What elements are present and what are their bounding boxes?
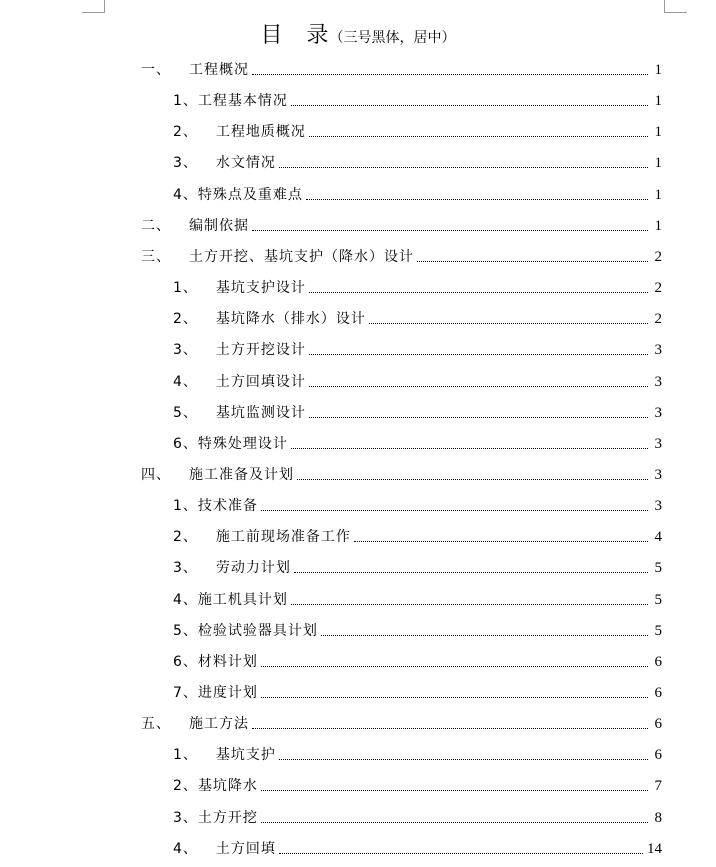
toc-dot-leader xyxy=(261,666,648,667)
toc-entry-page: 3 xyxy=(654,373,662,390)
toc-entry-label: 工程概况 xyxy=(189,62,249,78)
toc-entry-page: 3 xyxy=(654,342,662,359)
toc-entry-number: 4、 xyxy=(173,840,198,857)
toc-entry-number: 4、 xyxy=(173,373,198,390)
toc-entry-label: 水文情况 xyxy=(215,155,276,172)
toc-entry-number: 5、 xyxy=(173,404,198,421)
toc-entry-page: 6 xyxy=(654,716,662,733)
toc-entry-number: 2、 xyxy=(173,311,198,328)
toc-entry[interactable] xyxy=(141,714,662,734)
toc-entry[interactable] xyxy=(141,247,662,267)
toc-entry[interactable] xyxy=(173,309,662,329)
toc-entry-page: 1 xyxy=(654,62,662,78)
toc-entry-number: 4、 xyxy=(173,591,198,608)
toc-dot-leader xyxy=(261,697,648,698)
toc-entry-page: 2 xyxy=(654,311,662,328)
toc-entry-number: 2、 xyxy=(173,124,198,141)
toc-entry-page: 7 xyxy=(654,778,662,795)
toc-entry-number: 1、 xyxy=(173,747,198,764)
toc-entry-page: 6 xyxy=(654,685,662,701)
toc-entry-label: 进度计划 xyxy=(197,685,258,701)
toc-dot-leader xyxy=(321,635,648,636)
toc-entry-page: 6 xyxy=(654,747,662,764)
toc-entry[interactable] xyxy=(173,185,662,205)
toc-entry-number: 4、 xyxy=(173,186,198,203)
toc-entry-label: 施工前现场准备工作 xyxy=(215,529,351,546)
toc-entry-number: 3、 xyxy=(173,809,198,826)
toc-entry-number: 一、 xyxy=(141,62,171,78)
toc-dot-leader xyxy=(261,822,648,823)
toc-dot-leader xyxy=(291,604,648,605)
toc-entry-label: 土方开挖设计 xyxy=(215,342,306,359)
toc-dot-leader xyxy=(252,728,648,729)
toc-entry-page: 5 xyxy=(654,622,662,639)
toc-title xyxy=(0,18,716,49)
toc-entry-number: 1、 xyxy=(173,93,198,110)
toc-entry-label: 材料计划 xyxy=(197,653,258,670)
toc-entry-label: 工程基本情况 xyxy=(197,93,288,110)
toc-entry-label: 土方开挖 xyxy=(197,809,258,826)
toc-entry-label: 基坑降水（排水）设计 xyxy=(215,311,366,328)
toc-entry-label: 施工准备及计划 xyxy=(189,466,294,483)
toc-entry[interactable] xyxy=(173,403,662,423)
toc-entry[interactable] xyxy=(173,278,662,298)
toc-entry-number: 6、 xyxy=(173,435,198,452)
toc-entry-label: 土方回填设计 xyxy=(215,373,306,390)
toc-entry-label: 土方回填 xyxy=(215,840,276,857)
toc-dot-leader xyxy=(306,199,648,200)
toc-dot-leader xyxy=(309,354,648,355)
toc-entry-number: 2、 xyxy=(173,529,198,546)
toc-dot-leader xyxy=(369,323,648,324)
toc-entry[interactable] xyxy=(173,91,662,111)
toc-entry[interactable] xyxy=(173,745,662,765)
toc-entry-page: 14 xyxy=(647,840,662,857)
toc-entry[interactable] xyxy=(173,153,662,173)
toc-entry-number: 6、 xyxy=(173,653,198,670)
toc-dot-leader xyxy=(291,448,648,449)
toc-entry[interactable] xyxy=(173,590,662,610)
toc-entry-number: 1、 xyxy=(173,280,198,296)
toc-entry-number: 二、 xyxy=(141,217,171,234)
toc-dot-leader xyxy=(261,510,648,511)
toc-entry[interactable] xyxy=(173,372,662,392)
toc-entry-number: 3、 xyxy=(173,155,198,172)
toc-dot-leader xyxy=(309,292,648,293)
toc-entry[interactable] xyxy=(173,621,662,641)
toc-entry-page: 5 xyxy=(654,591,662,608)
toc-entry[interactable] xyxy=(173,652,662,672)
toc-entry[interactable] xyxy=(141,216,662,236)
toc-entry[interactable] xyxy=(173,496,662,516)
toc-entry-label: 施工方法 xyxy=(189,716,249,733)
toc-title-main: 目 录 xyxy=(260,23,330,48)
toc-entry-page: 1 xyxy=(654,124,662,141)
toc-entry-label: 土方开挖、基坑支护（降水）设计 xyxy=(189,248,414,265)
toc-entry-page: 3 xyxy=(654,404,662,421)
toc-entry-label: 基坑降水 xyxy=(197,778,258,795)
toc-entry[interactable] xyxy=(173,808,662,828)
toc-entry-page: 8 xyxy=(654,809,662,826)
toc-entry-number: 3、 xyxy=(173,342,198,359)
toc-entry-label: 基坑支护 xyxy=(215,747,276,764)
toc-entry-label: 工程地质概况 xyxy=(215,124,306,141)
toc-dot-leader xyxy=(291,105,648,106)
toc-entry-page: 2 xyxy=(654,280,662,296)
toc-entry-page: 6 xyxy=(654,653,662,670)
toc-title-note: （三号黑体，居中） xyxy=(329,30,456,46)
toc-entry[interactable] xyxy=(173,776,662,796)
toc-dot-leader xyxy=(354,541,648,542)
toc-entry-label: 特殊处理设计 xyxy=(197,435,288,452)
toc-dot-leader xyxy=(309,417,648,418)
toc-entry[interactable] xyxy=(173,683,662,703)
toc-entry[interactable] xyxy=(141,465,662,485)
toc-dot-leader xyxy=(294,572,648,573)
toc-entry-label: 劳动力计划 xyxy=(215,560,291,577)
toc-entry-page: 3 xyxy=(654,498,662,515)
toc-entry[interactable] xyxy=(173,527,662,547)
toc-entry-label: 技术准备 xyxy=(197,498,258,515)
toc-dot-leader xyxy=(252,230,648,231)
toc-entry-page: 3 xyxy=(654,435,662,452)
toc-entry-page: 1 xyxy=(654,93,662,110)
toc-dot-leader xyxy=(279,167,648,168)
toc-entry[interactable] xyxy=(173,434,662,454)
toc-dot-leader xyxy=(417,261,648,262)
toc-entry-page: 3 xyxy=(654,466,662,483)
toc-entry-page: 5 xyxy=(654,560,662,577)
toc-dot-leader xyxy=(279,853,643,854)
toc-entry-label: 编制依据 xyxy=(189,217,249,234)
toc-entry[interactable] xyxy=(173,558,662,578)
toc-dot-leader xyxy=(279,759,648,760)
toc-entry-number: 三、 xyxy=(141,248,171,265)
toc-dot-leader xyxy=(297,479,648,480)
toc-entry-page: 4 xyxy=(654,529,662,546)
page-corner-mark-right xyxy=(664,0,687,13)
toc-entry-number: 7、 xyxy=(173,685,198,701)
toc-entry-number: 1、 xyxy=(173,498,198,515)
toc-dot-leader xyxy=(261,790,648,791)
toc-entry[interactable] xyxy=(173,839,662,859)
toc-entry-page: 2 xyxy=(654,248,662,265)
toc-entry[interactable] xyxy=(173,340,662,360)
toc-entry-number: 2、 xyxy=(173,778,198,795)
toc-entry-number: 5、 xyxy=(173,622,198,639)
toc-entry-label: 检验试验器具计划 xyxy=(197,622,318,639)
toc-entry-page: 1 xyxy=(654,155,662,172)
toc-entry-label: 基坑监测设计 xyxy=(215,404,306,421)
toc-dot-leader xyxy=(309,386,648,387)
toc-entry-page: 1 xyxy=(654,217,662,234)
toc-entry[interactable] xyxy=(141,60,662,80)
toc-entry-label: 特殊点及重难点 xyxy=(197,186,303,203)
toc-dot-leader xyxy=(309,136,648,137)
toc-dot-leader xyxy=(252,74,648,75)
page-corner-mark-left xyxy=(82,0,105,13)
toc-entry-number: 3、 xyxy=(173,560,198,577)
toc-entry[interactable] xyxy=(173,122,662,142)
toc-entry-number: 四、 xyxy=(141,466,171,483)
toc-entry-number: 五、 xyxy=(141,716,171,733)
toc-entry-label: 基坑支护设计 xyxy=(215,280,306,296)
toc-entry-label: 施工机具计划 xyxy=(197,591,288,608)
toc-entry-page: 1 xyxy=(654,186,662,203)
